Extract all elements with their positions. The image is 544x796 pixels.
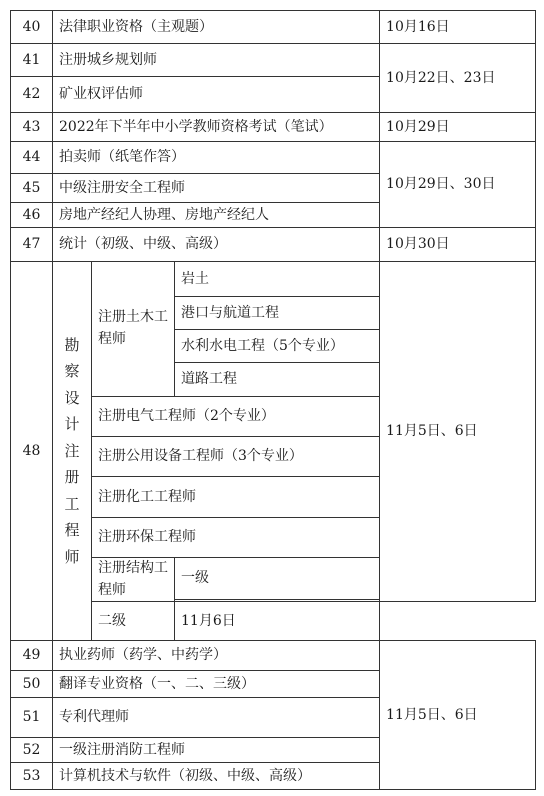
specialty-item: 注册化工工程师: [92, 477, 380, 518]
civil-engineer-label: 注册土木工程师: [92, 262, 175, 397]
table-row: [11, 44, 536, 77]
specialty-item: 注册环保工程师: [92, 518, 380, 558]
exam-name: 翻译专业资格（一、二、三级）: [53, 671, 380, 698]
exam-date: 11月5日、6日: [380, 262, 536, 602]
row-number: 43: [11, 113, 53, 142]
exam-date: 10月30日: [380, 228, 536, 262]
exam-name: 法律职业资格（主观题）: [53, 11, 380, 44]
exam-date: 10月22日、23日: [380, 44, 536, 113]
exam-name: 计算机技术与软件（初级、中级、高级）: [53, 763, 380, 790]
exam-name: 房地产经纪人协理、房地产经纪人: [53, 203, 380, 228]
exam-name: 注册城乡规划师: [53, 44, 380, 77]
group-label-text: 勘察设计注册工程师: [64, 335, 80, 566]
exam-date: 10月16日: [380, 11, 536, 44]
exam-name: 统计（初级、中级、高级）: [53, 228, 380, 262]
specialty-item: 岩土: [175, 262, 380, 297]
exam-name: 拍卖师（纸笔作答）: [53, 142, 380, 174]
row-number: 52: [11, 738, 53, 763]
row-number: 50: [11, 671, 53, 698]
row-number: 46: [11, 203, 53, 228]
row-number: 47: [11, 228, 53, 262]
table-row: [11, 641, 536, 671]
structural-engineer-label: 注册结构工程师: [92, 558, 175, 602]
table-row: [11, 113, 536, 142]
exam-date: 11月5日、6日: [380, 641, 536, 790]
group-label: [53, 262, 92, 641]
table-row: [11, 262, 536, 297]
row-number: 45: [11, 174, 53, 203]
row-number: 48: [11, 262, 53, 641]
table-row: [11, 228, 536, 262]
table-row: [11, 11, 536, 44]
specialty-item: 一级: [175, 558, 380, 600]
specialty-item: 注册公用设备工程师（3个专业）: [92, 437, 380, 477]
row-number: 40: [11, 11, 53, 44]
table-row: [11, 142, 536, 174]
exam-date: 11月6日: [175, 602, 380, 641]
exam-name: 专利代理师: [53, 698, 380, 738]
exam-date: 10月29日: [380, 113, 536, 142]
row-number: 53: [11, 763, 53, 790]
exam-name: 执业药师（药学、中药学）: [53, 641, 380, 671]
exam-schedule-table: [10, 10, 536, 790]
exam-name: 2022年下半年中小学教师资格考试（笔试）: [53, 113, 380, 142]
exam-date: 10月29日、30日: [380, 142, 536, 228]
specialty-item: 港口与航道工程: [175, 297, 380, 330]
specialty-item: 注册电气工程师（2个专业）: [92, 397, 380, 437]
row-number: 42: [11, 77, 53, 113]
row-number: 51: [11, 698, 53, 738]
specialty-item: 水利水电工程（5个专业）: [175, 330, 380, 363]
row-number: 44: [11, 142, 53, 174]
row-number: 41: [11, 44, 53, 77]
row-number: 49: [11, 641, 53, 671]
exam-name: 一级注册消防工程师: [53, 738, 380, 763]
exam-name: 中级注册安全工程师: [53, 174, 380, 203]
specialty-item: 二级: [92, 602, 175, 641]
exam-name: 矿业权评估师: [53, 77, 380, 113]
specialty-item: 道路工程: [175, 363, 380, 397]
